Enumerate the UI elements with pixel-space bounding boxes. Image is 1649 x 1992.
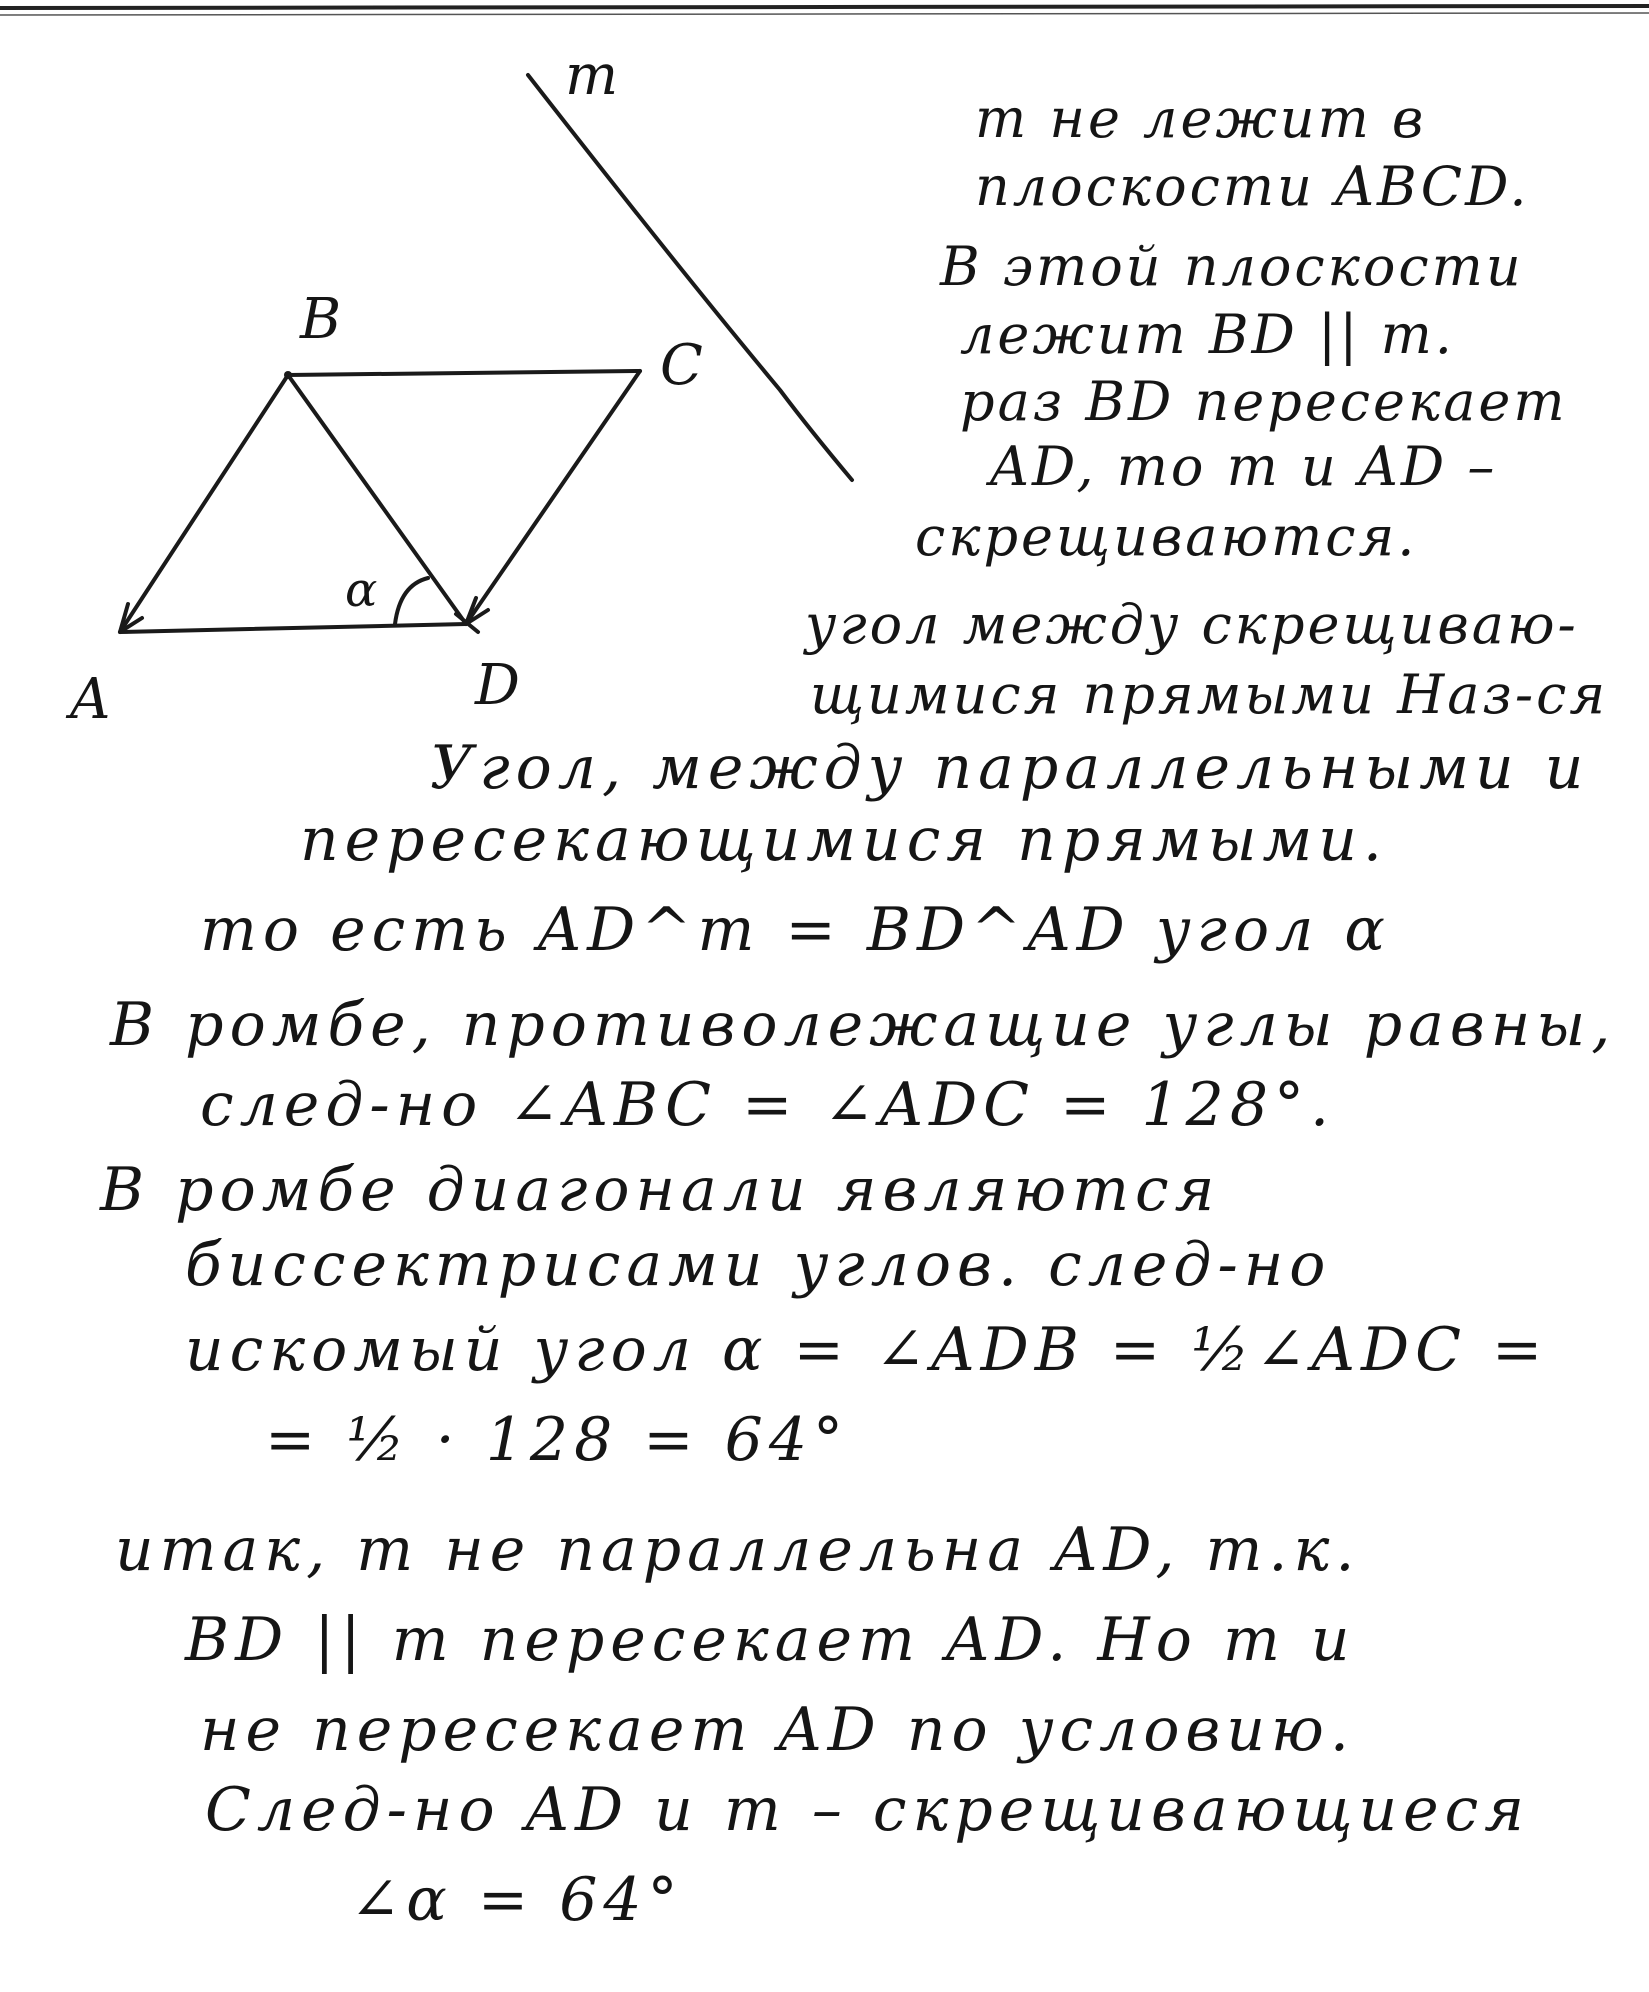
- body-line-4: В ромбе, противолежащие углы равны,: [110, 990, 1617, 1060]
- point-b: [284, 371, 292, 379]
- note-line-1: m не лежит в: [975, 87, 1427, 150]
- note-line-4: лежит BD || m.: [960, 303, 1455, 366]
- note-line-2: плоскости ABCD.: [975, 155, 1530, 218]
- body-line-3: то есть AD^m = BD^AD угол α: [200, 895, 1391, 965]
- body-line-8: искомый угол α = ∠ADB = ½∠ADC =: [185, 1315, 1549, 1385]
- label-b: B: [300, 287, 342, 352]
- body-line-1: Угол, между параллельными и: [430, 733, 1590, 803]
- body-line-10: итак, m не параллельна AD, т.к.: [115, 1515, 1361, 1585]
- side-bc: [288, 371, 640, 375]
- note-line-3: В этой плоскости: [940, 235, 1524, 298]
- note-line-5: раз BD пересекает: [960, 370, 1568, 433]
- angle-alpha-arc: [395, 578, 428, 624]
- note-line-7: скрещиваются.: [915, 505, 1418, 568]
- body-line-12: не пересекает AD по условию.: [200, 1695, 1355, 1765]
- side-ab: [120, 375, 288, 632]
- body-line-9: = ½ · 128 = 64°: [265, 1405, 850, 1475]
- body-line-14: ∠α = 64°: [350, 1865, 684, 1935]
- side-ad: [120, 624, 466, 632]
- note-line-8: угол между скрещиваю-: [805, 593, 1579, 656]
- note-line-6: AD, то m и AD –: [990, 435, 1498, 498]
- label-m: m: [565, 43, 619, 108]
- label-alpha: α: [345, 562, 378, 618]
- body-line-13: След-но AD и m – скрещивающиеся: [205, 1775, 1531, 1845]
- label-a: A: [70, 667, 111, 732]
- body-line-5: след-но ∠ABC = ∠ADC = 128°.: [200, 1070, 1336, 1140]
- side-cd: [466, 371, 640, 624]
- label-d: D: [475, 653, 520, 718]
- body-line-11: BD || m пересекает AD. Но m и: [185, 1605, 1356, 1675]
- note-line-9: щимися прямыми Наз-ся: [810, 663, 1609, 726]
- body-line-7: биссектрисами углов. след-но: [185, 1230, 1332, 1300]
- label-c: C: [660, 333, 703, 398]
- body-line-6: В ромбе диагонали являются: [100, 1155, 1221, 1225]
- body-line-2: пересекающимися прямыми.: [300, 805, 1388, 875]
- line-m: [528, 75, 852, 480]
